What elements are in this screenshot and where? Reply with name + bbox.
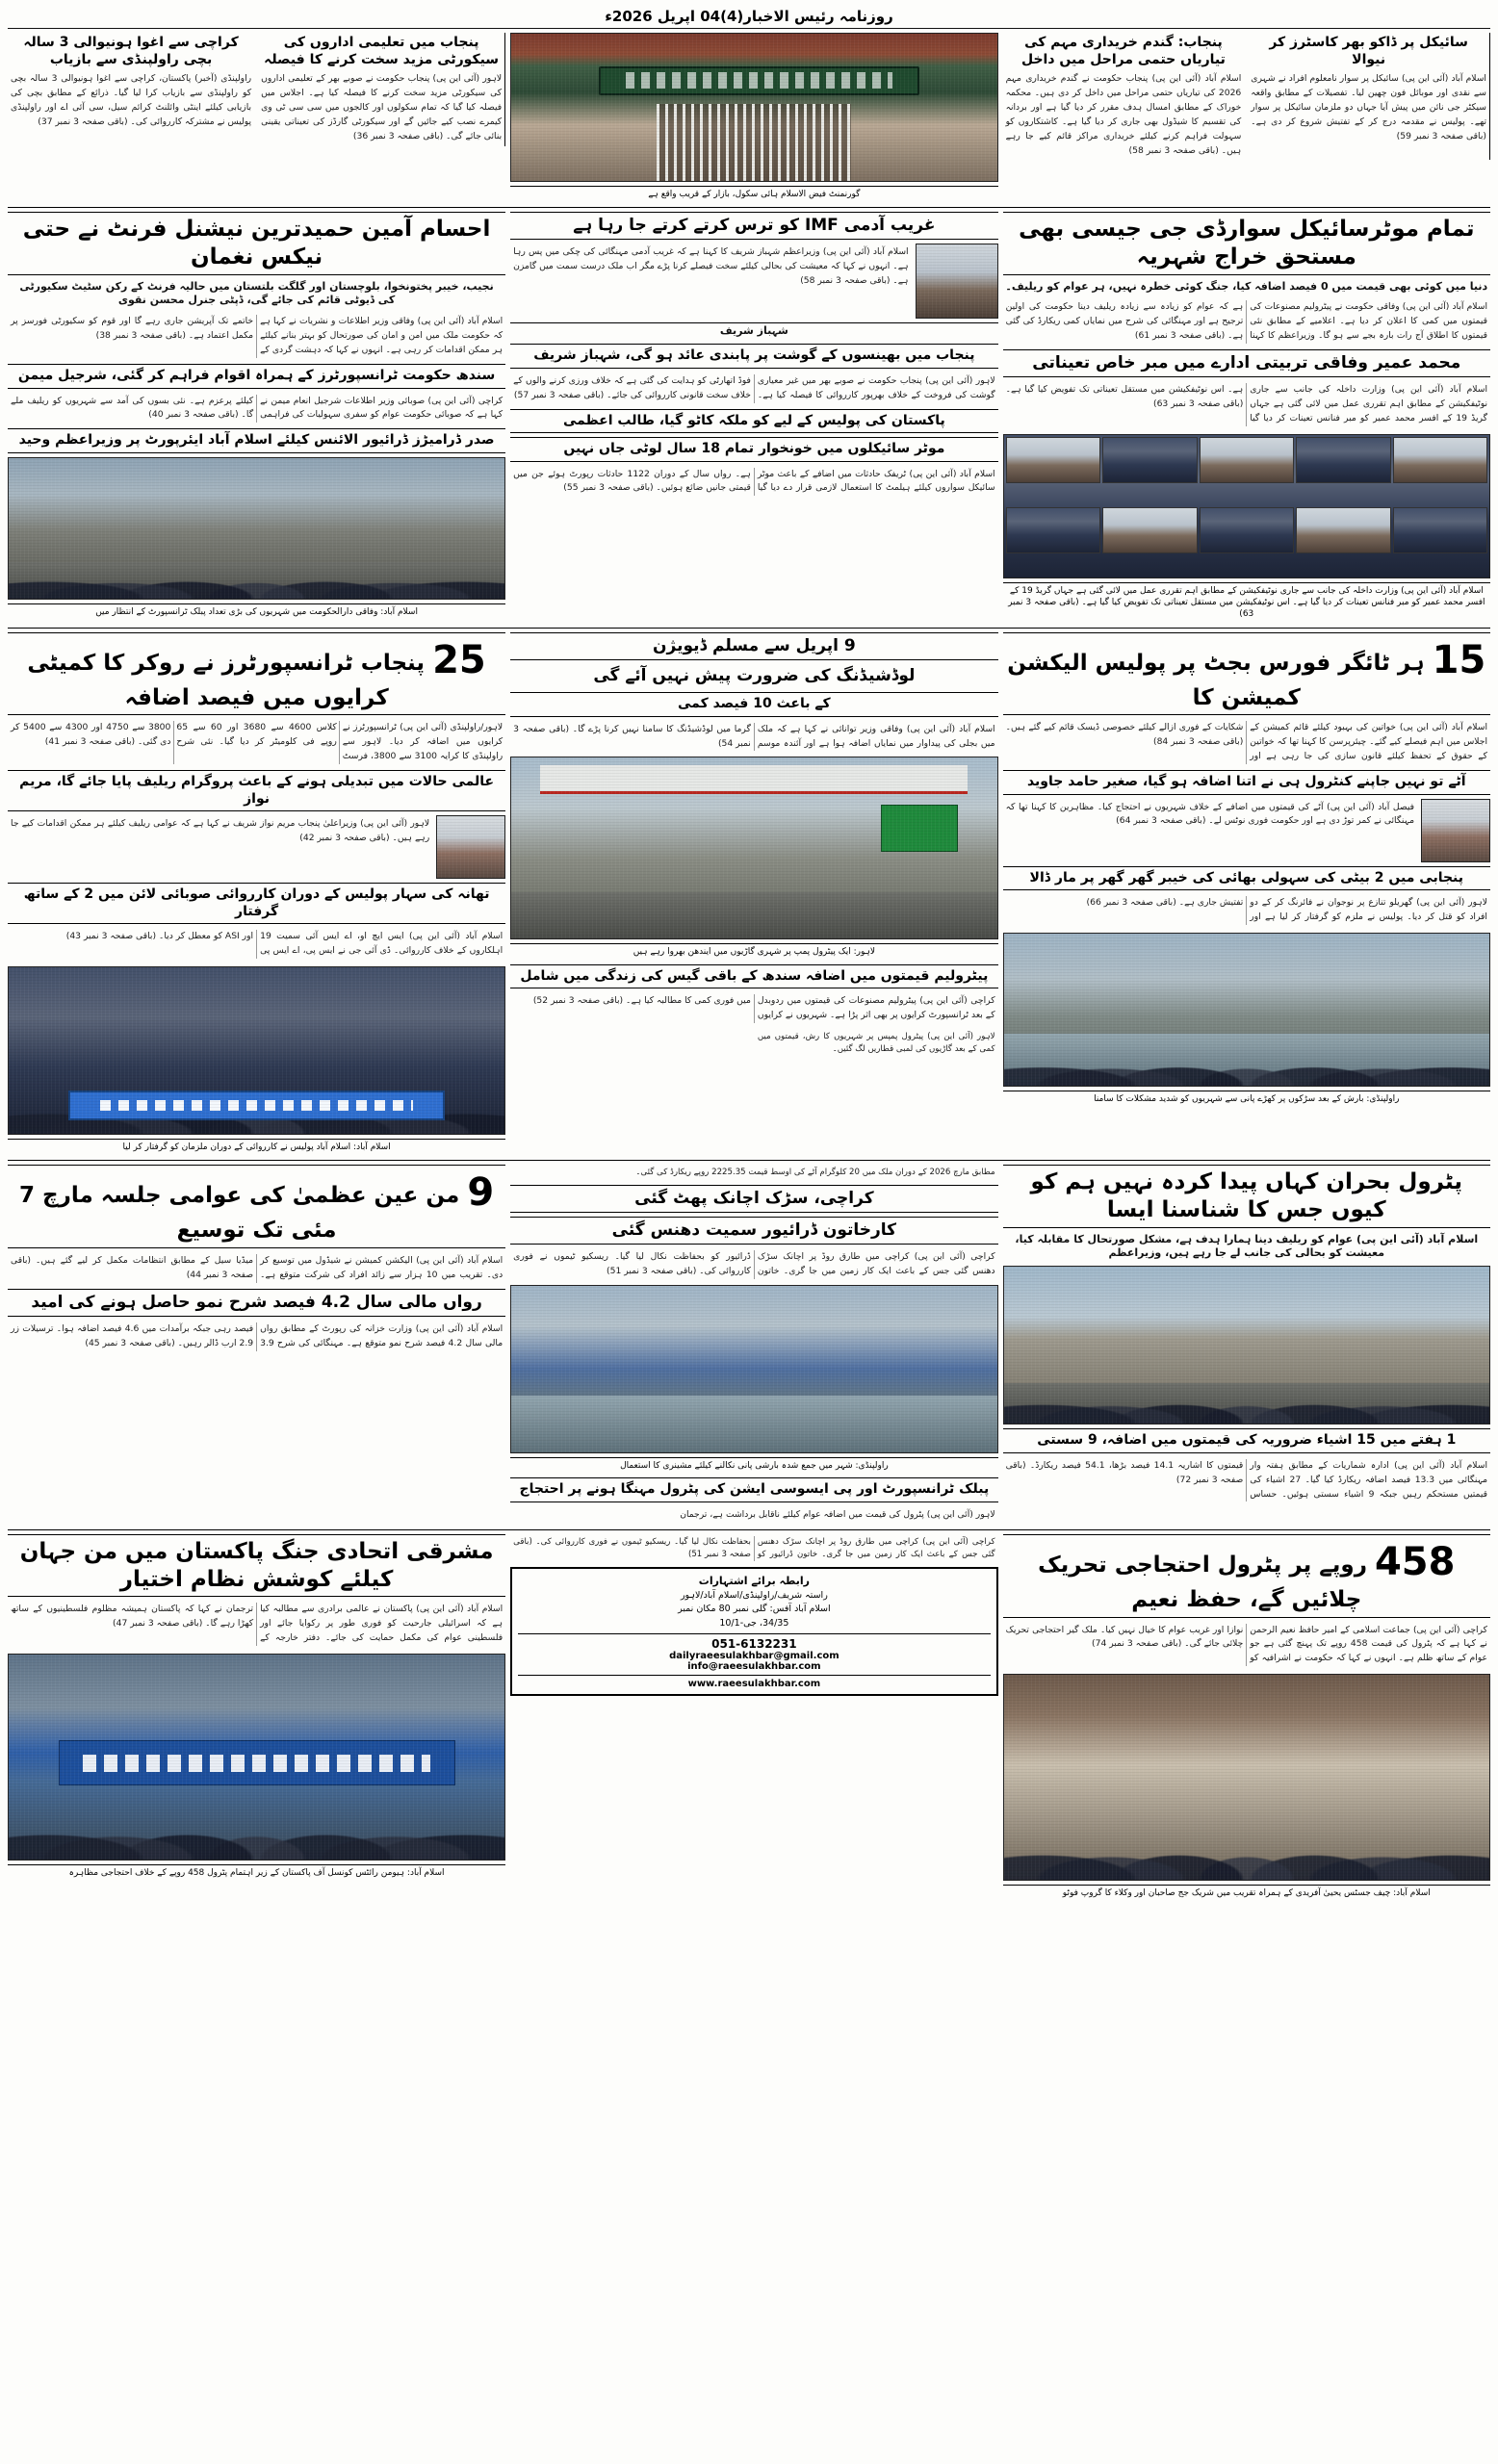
article-body: کراچی (آئی این پی) کراچی میں طارق روڈ پر اچانک سڑک دھنس گئی جس کے باعث ایک کار زمین میں جا گری۔ خاتون ڈرائیور کو بحفاظت نکال لیا گیا۔ ریسکیو ٹیموں نے فوری کارروائی کی۔ (باقی صفحہ 3 نمبر 51) xyxy=(513,1251,995,1277)
advert-email-2[interactable]: info@raeesulakhbar.com xyxy=(687,1660,821,1672)
photo-water-drainage xyxy=(510,1285,997,1453)
headline-buffalo-meat: پنجاب میں بھینسوں کے گوشت پر پابندی عائد ہو گی، شہباز شریف xyxy=(510,344,997,369)
band-a-right xyxy=(8,212,505,622)
crowd-figures xyxy=(9,517,504,599)
photo-shehbaz-sharif xyxy=(916,244,998,319)
lead-body: اسلام آباد (آئی این پی) وفاقی وزیر اطلاعات و نشریات نے کہا ہے کہ حکومت ملک میں امن و امان کی صورتحال کو بہتر بنانے کیلئے ہر ممکن اقدامات کر رہی ہے۔ انہوں نے کہا کہ دہشت گردی کے خاتمے تک آپریشن جاری رہے گا اور قوم کو سکیورٹی فورسز پر مکمل اعتماد ہے۔ (باقی صفحہ 3 نمبر 38) xyxy=(11,316,504,356)
protester-figures xyxy=(9,1740,504,1860)
article-body: اسلام آباد (آئی این پی) ٹریفک حادثات میں اضافے کے باعث موٹر سائیکل سواروں کیلئے ہیلمٹ کا استعمال لازمی قرار دے دیا گیا ہے۔ رواں سال کے دوران 1122 حادثات رپورٹ ہوئے جن میں قیمتی جانیں ضائع ہوئیں۔ (باقی صفحہ 3 نمبر 55) xyxy=(513,468,995,494)
article-body: لاہور (آئی این پی) پنجاب حکومت نے صوبے بھر کے تعلیمی اداروں کی سیکورٹی مزید سخت کرنے کا فیصلہ کیا ہے۔ اجلاس میں فیصلہ کیا گیا کہ تمام سکولوں اور کالجوں میں سی سی ٹی وی کیمرے نصب کیے جائیں گے اور سیکورٹی گارڈز کی تعیناتی یقینی بنائی جائے گی۔ (باقی صفحہ 3 نمبر 36) xyxy=(261,73,503,141)
band-b-right xyxy=(8,632,505,1155)
headline-road-collapse-2: کارخاتون ڈرائیور سمیت دھنس گئی xyxy=(510,1217,997,1245)
advert-email-1[interactable]: dailyraeesulakhbar@gmail.com xyxy=(669,1650,839,1661)
headline: سائیکل پر ڈاکو بھر کاسٹرز کر نیوالا xyxy=(1269,35,1468,67)
article-body: اسلام آباد (آئی این پی) الیکشن کمیشن نے شیڈول میں توسیع کر دی۔ تقریب میں 10 ہزار سے زائد افراد کی شرکت متوقع ہے۔ میڈیا سیل کے مطابق انتظامات مکمل کر لیے گئے ہیں۔ (باقی صفحہ 3 نمبر 44) xyxy=(11,1254,504,1280)
headline-text: ہر ٹائگر فورس بجٹ پر پولیس الیکشن کمیشن کا xyxy=(1007,650,1425,710)
headline: پنجاب میں تعلیمی اداروں کی سیکورٹی مزید سخت کرنے کا فیصلہ xyxy=(264,35,500,67)
headline-police-suspension: تھانہ کی سہار پولیس کے دوران کارروائی صوبائی لائن میں 2 کے ساتھ گرفتار xyxy=(8,883,505,924)
school-gate xyxy=(657,104,851,181)
headline-number: 15 xyxy=(1432,637,1486,682)
headline-flour-control: آٹے تو نہیں جاپنے کنٹرول ہی نے اتنا اضافہ ہو گیا، صغیر حامد جاوید xyxy=(1003,770,1490,795)
photo-caption: اسلام آباد: اسلام آباد پولیس نے کارروائی کے دوران ملزمان کو گرفتار کر لیا xyxy=(8,1139,505,1155)
top-left-column xyxy=(1003,33,1490,202)
band-b-left xyxy=(1003,632,1490,1155)
photo-grain xyxy=(917,244,997,318)
article-body: اسلام آباد (آئی این پی) پنجاب حکومت نے گندم خریداری مہم 2026 کی تیاریاں حتمی مراحل میں داخل کر دی ہیں۔ محکمہ خوراک کے مطابق امسال ہدف مقرر کر دیا گیا ہے اور بردانہ کی تقسیم کا شیڈول بھی جاری کر دیا گیا ہے۔ کاشتکاروں کو سہولت فراہم کرنے کیلئے خریداری مراکز قائم کیے جا رہے ہیں۔ (باقی صفحہ 3 نمبر 58) xyxy=(1005,73,1242,156)
headline-road-collapse-1: کراچی، سڑک اچانک پھٹ گئی xyxy=(510,1185,997,1213)
band-b xyxy=(8,628,1490,1155)
contact-advert-box xyxy=(510,1567,997,1696)
article-body: لاہور (آئی این پی) پنجاب حکومت نے صوبے بھر میں غیر معیاری گوشت کی فروخت کے خلاف بھرپور کارروائی کا فیصلہ کیا ہے۔ فوڈ اتھارٹی کو ہدایت کی گئی ہے کہ خلاف ورزی کرنے والوں کے خلاف سخت قانونی کارروائی کی جائے۔ (باقی صفحہ 3 نمبر 57) xyxy=(513,374,995,400)
article-body: کراچی (آئی این پی) جماعت اسلامی کے امیر حافظ نعیم الرحمن نے کہا ہے کہ پٹرول کی قیمت 458 روپے تک پہنچ گئی ہے جو عوام کے ساتھ ظلم ہے۔ انہوں نے کہا کہ حکومت نے اشرافیہ کو نوازا اور غریب عوام کا خیال نہیں کیا۔ ملک گیر احتجاجی تحریک چلائی جائے گی۔ (باقی صفحہ 3 نمبر 74) xyxy=(1005,1624,1487,1664)
headline-loadshedding-3: کے باعث 10 فیصد کمی xyxy=(510,692,997,717)
advert-website[interactable]: www.raeesulakhbar.com xyxy=(518,1675,990,1689)
band-b-mid xyxy=(510,632,997,1155)
advert-phone[interactable]: 051-6132231 xyxy=(518,1633,990,1651)
photo-protest-rally xyxy=(8,1654,505,1861)
lead-body: اسلام آباد (آئی این پی) وفاقی حکومت نے پیٹرولیم مصنوعات کی قیمتوں میں کمی کا اعلان کر دیا ہے۔ اعلامیے کے مطابق نئی قیمتوں کا اطلاق آج رات بارہ بجے سے ہو گا۔ وزیراعظم کا کہنا ہے کہ عوام کو زیادہ سے زیادہ ریلیف دینا حکومت کی اولین ترجیح ہے اور مہنگائی کی شرح میں نمایاں کمی ریکارڈ کی گئی ہے۔ (باقی صفحہ 3 نمبر 61) xyxy=(1005,301,1487,342)
headline-loadshedding-1: 9 اپریل سے مسلم ڈیویژن xyxy=(510,632,997,660)
photo-grain xyxy=(1422,800,1489,861)
masthead-title: روزنامہ رئیس الاخبار(4)04 اپریل 2026ء xyxy=(605,7,893,25)
photo-caption: اسلام آباد: چیف جسٹس یحییٰ آفریدی کے ہمراہ تقریب میں شریک جج صاحبان اور وکلاء کا گروپ فوٹو xyxy=(1003,1885,1490,1901)
headline-drivers-alliance: صدر ڈرامیڑز ڈرائیور الائنس کیلئے اسلام آباد ایئرپورٹ پر وزیراعظم وحید xyxy=(8,428,505,453)
band-a-mid xyxy=(510,212,997,622)
headline: کراچی سے اغوا ہونیوالی 3 سالہ بچی راولپنڈی سے بازیاب xyxy=(23,35,239,67)
article-sidewalk-1 xyxy=(1248,33,1490,160)
headline-petrol-crisis: پٹرول بحران کہاں پیدا کردہ نہیں ہم کو کیوں جس کا شناسنا ایسا xyxy=(1003,1165,1490,1228)
lead-headline-motorcycle: تمام موٹرسائیکل سوارڈی جی جیسی بھی مستحق خراج شہریہ xyxy=(1003,212,1490,275)
pump-canopy xyxy=(540,765,968,794)
headline-tiger-force xyxy=(1003,632,1490,716)
photo-city-street xyxy=(1003,1266,1490,1424)
article-body: اسلام آباد (آئی این پی) وزارت داخلہ کی جانب سے جاری نوٹیفکیشن کے مطابق اہم تقرری عمل میں لائی گئی ہے جہاں گریڈ 19 کے افسر محمد عمیر کو مبر فنانس تعینات کر دیا گیا ہے۔ اس نوٹیفکیشن میں مستقل تعیناتی تک تفویض کیا گیا ہے۔ (باقی صفحہ 3 نمبر 63) xyxy=(1005,384,1487,424)
grid-photo-cell xyxy=(1393,437,1487,483)
photo-caption: گورنمنٹ فیض الاسلام ہائی سکول، بازار کے قریب واقع ہے xyxy=(510,186,997,202)
headline-helmet-rule: موٹر سائیکلوں میں خونخوار تمام 18 سال لوٹی جاں نہیں xyxy=(510,437,997,462)
band-d-right xyxy=(8,1534,505,1902)
school-signboard xyxy=(599,66,919,96)
grid-photo-cell xyxy=(1296,437,1390,483)
lead-subhead: دنیا میں کوئی بھی قیمت میں 0 فیصد اضافہ کیا، جنگ کوئی خطرہ نہیں، ہر عوام کو ریلیف۔ xyxy=(1005,279,1488,293)
photo-bus-crowd xyxy=(8,457,505,600)
grid-photo-cell xyxy=(1200,437,1294,483)
grid-photo-cell xyxy=(1102,437,1197,483)
headline: پنجاب: گندم خریداری مہم کی تیاریاں حتمی مراحل میں داخل xyxy=(1020,35,1226,67)
attribution: شہباز شریف xyxy=(510,322,997,340)
headline-family-murder: پنجابی میں 2 بیٹی کی سہولی بھائی کی خیبر گھر گھر پر مار ڈالا xyxy=(1003,866,1490,891)
top-right-column xyxy=(8,33,505,202)
photo-flooded-street xyxy=(1003,933,1490,1087)
headline-number: 458 xyxy=(1374,1539,1456,1584)
band-d xyxy=(8,1529,1490,1902)
seated-figures xyxy=(1004,1761,1489,1881)
photo-maryam-nawaz xyxy=(436,815,505,879)
article-body: فیصل آباد (آئی این پی) آٹے کی قیمتوں میں اضافے کے خلاف شہریوں نے احتجاج کیا۔ مظاہرین کا کہنا تھا کہ مہنگائی نے کمر توڑ دی ہے اور حکومت فوری نوٹس لے۔ (باقی صفحہ 3 نمبر 64) xyxy=(1005,801,1414,827)
photo-police-arrest xyxy=(8,966,505,1135)
pump-price-sign xyxy=(881,805,959,852)
standing-water xyxy=(511,1396,996,1452)
advert-address-1: اسلام آباد آفس: گلی نمبر 80 مکان نمبر xyxy=(678,1604,831,1615)
headline-maryam-nawaz: عالمی حالات میں تبدیلی ہونے کے باعث پروگرام ریلیف پایا جائے گا، مریم نواز xyxy=(8,770,505,811)
photo-police-group xyxy=(1003,434,1490,578)
article-body-continued: کراچی (آئی این پی) کراچی میں طارق روڈ پر اچانک سڑک دھنس گئی جس کے باعث ایک کار زمین میں جا گری۔ خاتون ڈرائیور کو بحفاظت نکال لیا گیا۔ ریسکیو ٹیموں نے فوری کارروائی کی۔ (باقی صفحہ 3 نمبر 51) xyxy=(513,1536,995,1559)
article-body: اسلام آباد (آئی این پی) پاکستان نے عالمی برادری سے مطالبہ کیا ہے کہ اسرائیلی جارحیت کو فوری طور پر رکوایا جائے اور فلسطینی عوام کی مکمل حمایت کی جائے۔ دفتر خارجہ کے ترجمان نے کہا کہ پاکستان ہمیشہ مظلوم فلسطینیوں کے ساتھ کھڑا رہے گا۔ (باقی صفحہ 3 نمبر 47) xyxy=(11,1604,504,1644)
police-station-sign xyxy=(68,1091,446,1120)
headline-imf: غریب آدمی IMF کو ترس کرتے کرتے جا رہا ہے xyxy=(510,212,997,240)
article-child-recovered xyxy=(8,33,254,146)
article-body: اسلام آباد (آئی این پی) سائیکل پر سوار نامعلوم افراد نے شہری سے نقدی اور موبائل فون چھین لیا۔ تفصیلات کے مطابق واقعہ سیکٹر جی نائن میں پیش آیا جہاں دو ملزمان سائیکل پر سوار تھے۔ پولیس نے مقدمہ درج کر کے تفتیش شروع کر دی ہے۔ (باقی صفحہ 3 نمبر 59) xyxy=(1251,73,1486,141)
article-body: راولپنڈی (آخبر) پاکستان، کراچی سے اغوا ہونیوالی 3 سالہ بچی کو راولپنڈی سے بازیاب کرا لیا گیا۔ ذرائع کے مطابق بچی کی بازیابی کیلئے اینٹی وائلنٹ کرائم سیل، سی آئی اے اور راولپنڈی پولیس نے مشترکہ کارروائی کی۔ (باقی صفحہ 3 نمبر 37) xyxy=(11,73,252,127)
grid-photo-cell xyxy=(1296,507,1390,553)
article-body: اسلام آباد (آئی این پی) خواتین کی بہبود کیلئے قائم کمیشن کے اجلاس میں اہم فیصلے کیے گئے۔ چیئرپرسن کا کہنا تھا کہ خواتین کے حقوق کے تحفظ کیلئے قانون سازی کی جا رہی ہے اور شکایات کے فوری ازالے کیلئے خصوصی ڈیسک قائم کیے گئے ہیں۔ (باقی صفحہ 3 نمبر 84) xyxy=(1005,722,1487,762)
band-d-left xyxy=(1003,1534,1490,1902)
photo-woman-portrait xyxy=(1421,799,1490,862)
article-body: اسلام آباد (آئی این پی) ادارہ شماریات کے مطابق ہفتہ وار مہنگائی میں 13.3 فیصد اضافہ ریکارڈ کیا گیا۔ 27 اشیاء کی قیمتیں مستحکم رہیں جبکہ 9 اشیاء سستی ہوئیں۔ حساس قیمتوں کا اشاریہ 14.1 فیصد بڑھا، 54.1 فیصد ریکارڈ۔ (باقی صفحہ 3 نمبر 72) xyxy=(1005,1459,1488,1500)
photo-grain xyxy=(437,816,504,878)
headline-petroleum-prices: پیٹرولیم قیمتوں میں اضافہ سندھ کے باقی گیس کی زندگی میں شامل xyxy=(510,964,997,989)
band-c xyxy=(8,1160,1490,1525)
photo-caption: لاہور: ایک پیٹرول پمپ پر شہری گاڑیوں میں ایندھن بھروا رہے ہیں xyxy=(510,943,997,960)
article-school-security xyxy=(258,33,505,146)
headline-palestine-support: مشرقی اتحادی جنگ پاکستان میں من جہان کیلئے کوشش نظام اختیار xyxy=(8,1534,505,1598)
grid-photo-cell xyxy=(1006,507,1100,553)
grid-photo-cell xyxy=(1006,437,1100,483)
road-area xyxy=(511,892,996,939)
street-figures xyxy=(1004,1333,1489,1424)
band-c-mid xyxy=(510,1165,997,1525)
headline-growth-rate: رواں مالی سال 4.2 فیصد شرح نمو حاصل ہونے کی امید xyxy=(8,1289,505,1317)
headline-text: روپے پر پٹرول احتجاجی تحریک چلائیں گے، حفظ نعیم xyxy=(1038,1552,1367,1612)
headline-sindh-transport: سندھ حکومت ٹرانسپورٹرز کے ہمراہ اقوام فراہم کر گئی، شرجیل میمن xyxy=(8,364,505,389)
photo-caption: راولپنڈی: بارش کے بعد سڑکوں پر کھڑے پانی سے شہریوں کو شدید مشکلات کا سامنا xyxy=(1003,1091,1490,1107)
photo-petrol-pump xyxy=(510,757,997,939)
headline-march-extension xyxy=(8,1165,505,1248)
grid-photo-cell xyxy=(1200,507,1294,553)
article-body-flour-price: مطابق مارچ 2026 کے دوران ملک میں 20 کلوگرام آٹے کی اوسط قیمت 2225.35 روپے ریکارڈ کی گئی۔ xyxy=(635,1168,995,1178)
article-body: لاہور (آئی این پی) پٹرول کی قیمت میں اضافہ عوام کیلئے ناقابل برداشت ہے، ترجمان xyxy=(680,1508,995,1520)
headline-number: 9 xyxy=(467,1170,495,1216)
article-body: اسلام آباد (آئی این پی) وفاقی وزیر توانائی نے کہا ہے کہ ملک میں بجلی کی پیداوار میں نمایاں اضافہ ہوا ہے اور آئندہ موسم گرما میں لوڈشیڈنگ کا سامنا نہیں کرنا پڑے گا۔ (باقی صفحہ 3 نمبر 54) xyxy=(513,723,995,749)
top-mid-column xyxy=(510,33,997,202)
article-body: اسلام آباد (آئی این پی) وزارت خزانہ کی رپورٹ کے مطابق رواں مالی سال 4.2 فیصد شرح نمو متوقع ہے۔ مہنگائی کی شرح 3.9 فیصد رہی جبکہ برآمدات میں 4.6 فیصد اضافہ ہوا۔ ترسیلات زر 2.9 ارب ڈالر رہیں۔ (باقی صفحہ 3 نمبر 45) xyxy=(11,1322,504,1348)
band-c-left xyxy=(1003,1165,1490,1525)
article-body: لاہور (آئی این پی) گھریلو تنازع پر نوجوان نے فائرنگ کر کے دو افراد کو قتل کر دیا۔ پولیس نے ملزم کو گرفتار کر لیا ہے اور تفتیش جاری ہے۔ (باقی صفحہ 3 نمبر 66) xyxy=(1086,897,1487,922)
band-a-left xyxy=(1003,212,1490,622)
article-body: لاہور/راولپنڈی (آئی این پی) ٹرانسپورٹرز نے کرایوں میں اضافہ کر دیا۔ لاہور سے راولپنڈی کا کرایہ 3100 سے 3800، فرسٹ کلاس 4600 سے 3680 اور 60 سے 65 روپے فی کلومیٹر کر دیا گیا۔ نئی شرح 3800 سے 4750 اور 4300 سے 5400 کر دی گئی۔ (باقی صفحہ 3 نمبر 41) xyxy=(11,722,504,762)
article-body: اسلام آباد (آئی این پی) ایس ایچ او، اے ایس آئی سمیت 19 اہلکاروں کے خلاف کارروائی۔ ڈی آئی جی نے ایس پی، اے ایس پی اور ASI کو معطل کر دیا۔ (باقی صفحہ 3 نمبر 43) xyxy=(65,931,504,956)
photo-caption: راولپنڈی: شہر میں جمع شدہ بارشی پانی نکالنے کیلئے مشینری کا استعمال xyxy=(510,1457,997,1474)
photo-caption: اسلام آباد: وفاقی دارالحکومت میں شہریوں کی بڑی تعداد پبلک ٹرانسپورٹ کے انتظار میں xyxy=(8,603,505,620)
grid-photo-cell xyxy=(1102,507,1197,553)
headline-text: من عین عظمیٰ کی عوامی جلسہ مارچ 7 مئی تک توسیع xyxy=(18,1183,460,1244)
headline-transport-fares xyxy=(8,632,505,716)
band-d-mid xyxy=(510,1534,997,1902)
top-strip xyxy=(8,33,1490,202)
advert-title: رابطہ برائے اشتہارات xyxy=(698,1574,810,1587)
article-body: لاہور (آئی این پی) وزیراعلیٰ پنجاب مریم نواز شریف نے کہا ہے کہ عوامی ریلیف کیلئے ہر ممکن اقدامات کیے جا رہے ہیں۔ (باقی صفحہ 3 نمبر 42) xyxy=(11,818,430,843)
article-wheat-procurement xyxy=(1003,33,1245,160)
photo-judges-group xyxy=(1003,1674,1490,1881)
headline-petrol-458 xyxy=(1003,1534,1490,1618)
subhead: اسلام آباد (آئی این پی) عوام کو ریلیف دینا ہمارا ہدف ہے، مشکل صورتحال کا مقابلہ کیا، معیشت کو بحالی کی جانب لے جا رہے ہیں، وزیراعظم xyxy=(1015,1232,1479,1260)
photo-caption: اسلام آباد: ہیومن رائٹس کونسل آف پاکستان کے زیر اہتمام پٹرول 458 روپے کے خلاف احتجاجی مظاہرہ xyxy=(8,1864,505,1881)
photo-school-building xyxy=(510,33,997,182)
article-body-extra: لاہور (آئی این پی) پیٹرول پمپس پر شہریوں کا رش، قیمتوں میں کمی کے بعد گاڑیوں کی لمبی قطاریں لگ گئیں۔ xyxy=(757,1031,995,1054)
band-c-right xyxy=(8,1165,505,1525)
pedestrian-figures xyxy=(1004,997,1489,1086)
band-a xyxy=(8,207,1490,622)
lead-headline-national-front: احسام آمین حمیدترین نیشنل فرنٹ نے حتی نیکس نغمان xyxy=(8,212,505,275)
headline-transport-protest: پبلک ٹرانسپورٹ اور پی ایسوسی ایشن کی پٹرول مہنگا ہونے پر احتجاج xyxy=(510,1477,997,1502)
advert-cities: راستہ شریف/راولپنڈی/اسلام آباد/لاہور xyxy=(680,1590,828,1602)
article-body: اسلام آباد (آئی این پی) وزیراعظم شہباز شریف کا کہنا ہے کہ غریب آدمی مہنگائی کی چکی میں پس رہا ہے۔ انہوں نے کہا کہ معیشت کی بحالی کیلئے سخت فیصلے کرنا پڑے مگر اب ملک درست سمت میں گامزن ہے۔ (باقی صفحہ 3 نمبر 58) xyxy=(513,246,909,287)
photo-grid xyxy=(1006,437,1487,576)
headline-text: پنجاب ٹرانسپورٹرز نے روکر کا کمیٹی کرایوں میں فیصد اضافہ xyxy=(27,650,426,710)
photo-caption: اسلام آباد (آئی این پی) وزارت داخلہ کی جانب سے جاری نوٹیفکیشن کے مطابق اہم تقرری عمل میں لائی گئی ہے جہاں گریڈ 19 کے افسر محمد عمیر کو مبر فنانس تعینات کر دیا گیا ہے۔ اس نوٹیفکیشن میں مستقل تعیناتی تک تفویض کیا گیا ہے۔ (باقی صفحہ 3 نمبر 63) xyxy=(1003,582,1490,622)
article-body: کراچی (آئی این پی) پیٹرولیم مصنوعات کی قیمتوں میں ردوبدل کے بعد ٹرانسپورٹ کرایوں پر بھی اثر پڑا ہے۔ شہریوں نے کرایوں میں فوری کمی کا مطالبہ کیا ہے۔ (باقی صفحہ 3 نمبر 52) xyxy=(532,995,995,1020)
article-body: کراچی (آئی این پی) صوبائی وزیر اطلاعات شرجیل انعام میمن نے کہا ہے کہ صوبائی حکومت عوام کو سفری سہولیات کی فراہمی کیلئے پرعزم ہے۔ نئی بسوں کی آمد سے شہریوں کو ریلیف ملے گا۔ (باقی صفحہ 3 نمبر 40) xyxy=(11,395,504,421)
headline-umair-appointment: محمد عمیر وفاقی تربیتی ادارے میں مبر خاص تعیناتی xyxy=(1003,349,1490,377)
headline-loadshedding-2: لوڈشیڈنگ کی ضرورت پیش نہیں آئے گی xyxy=(593,665,916,685)
advert-address-2: 34/35، جی-10/1 xyxy=(719,1617,789,1629)
lead-subhead: نجیب، خیبر پختونخوا، بلوچستان اور گلگت بلتستان میں حالیہ فرنٹ کے رکن سٹیٹ سکیورٹی کی ڈیوٹی قائم کی جائے گی، ڈپٹی جنرل محسن نقوی xyxy=(19,279,494,307)
masthead xyxy=(8,4,1490,29)
grid-photo-cell xyxy=(1393,507,1487,553)
headline-number: 25 xyxy=(432,637,486,682)
headline-police-reform: پاکستان کی پولیس کے لیے کو ملکہ کاٹو گیا، طالب اعظمی xyxy=(510,409,997,434)
headline-weekly-inflation: 1 ہفتے میں 15 اشیاء ضروریہ کی قیمتوں میں اضافہ، 9 سستی xyxy=(1003,1428,1490,1453)
